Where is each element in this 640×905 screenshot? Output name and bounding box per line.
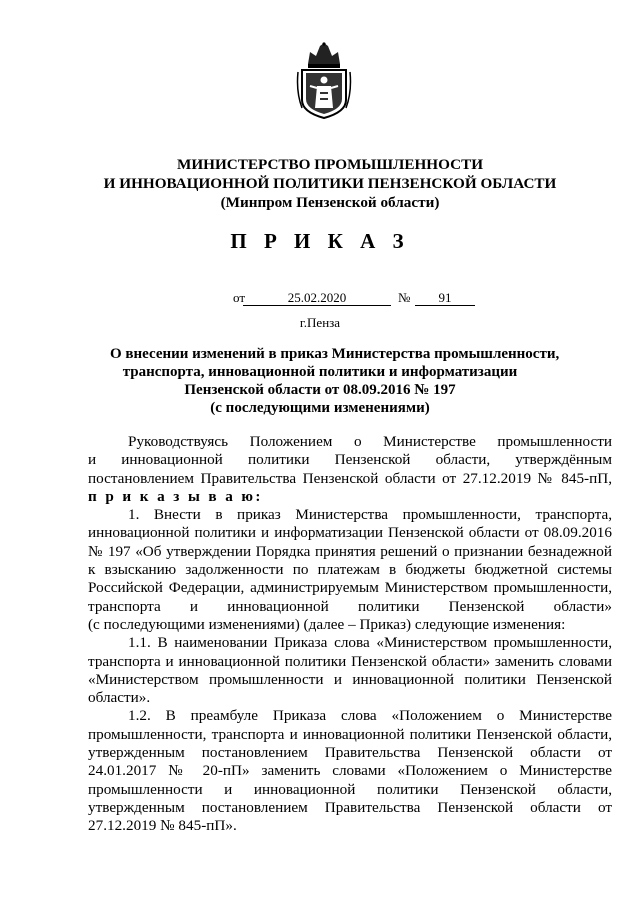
ministry-name-line2: И ИННОВАЦИОННОЙ ПОЛИТИКИ ПЕНЗЕНСКОЙ ОБЛАСТИ: [103, 175, 557, 192]
item-1-1-line: транспорта и инновационной политики Пензенской области» заменить словами: [88, 652, 612, 670]
item-1-line: к взысканию задолженности по платежам в бюджеты бюджетной системы: [88, 561, 612, 579]
item-1-line: транспорта и инновационной политики Пензенской области»: [88, 597, 612, 615]
item-1-2-line: 1.2. В преамбуле Приказа слова «Положением о Министерстве: [128, 707, 612, 725]
item-1-2-line: утвержденным постановлением Правительства Пензенской области от: [88, 798, 612, 816]
ministry-short-name: (Минпром Пензенской области): [220, 194, 440, 211]
item-1-1-line: области».: [88, 689, 151, 707]
item-1-line: Российской Федерации, администрируемым Министерством промышленности,: [88, 579, 612, 597]
item-1-2-line: 24.01.2017 № 20-пП» заменить словами «Положением о Министерстве: [88, 762, 612, 780]
item-1-1-line: «Министерством промышленности и инновационной политики Пензенской: [88, 670, 612, 688]
document-type-title: П Р И К А З: [230, 229, 410, 253]
item-1-line: № 197 «Об утверждении Порядка принятия решений о признании безнадежной: [88, 542, 612, 560]
document-number: 91: [415, 290, 475, 306]
date-number-line: [0, 290, 640, 310]
document-date: 25.02.2020: [243, 290, 391, 306]
item-1-2-line: промышленности, транспорта и инновационной политики Пензенской области,: [88, 725, 612, 743]
ministry-name-line1: МИНИСТЕРСТВО ПРОМЫШЛЕННОСТИ: [176, 156, 484, 173]
orders-word: п р и к а з ы в а ю:: [88, 487, 263, 505]
item-1-line: (с последующими изменениями) (далее – Приказ) следующие изменения:: [88, 615, 566, 633]
subject-line: О внесении изменений в приказ Министерства промышленности,: [110, 346, 560, 362]
number-prefix: №: [398, 290, 411, 305]
item-1-1-line: 1.1. В наименовании Приказа слова «Министерством промышленности,: [128, 634, 612, 652]
item-1-line: 1. Внести в приказ Министерства промышленности, транспорта,: [128, 506, 612, 524]
ministry-heading: [100, 155, 560, 212]
subject-line: (с последующими изменениями): [210, 400, 430, 416]
city-name: г.Пенза: [299, 315, 341, 330]
item-1-2-line: промышленности и инновационной политики Пензенской области,: [88, 780, 612, 798]
preamble-line: и инновационной политики Пензенской области, утверждённым: [88, 451, 612, 469]
preamble-line: постановлением Правительства Пензенской области от 27.12.2019 № 845-пП,: [88, 469, 612, 487]
date-prefix: от: [233, 290, 246, 305]
coat-of-arms-emblem: [296, 42, 352, 120]
order-body: [88, 433, 612, 836]
subject-line: транспорта, инновационной политики и информатизации: [122, 364, 518, 380]
preamble-line: Руководствуясь Положением о Министерстве промышленности: [128, 433, 612, 450]
subject-line: Пензенской области от 08.09.2016 № 197: [184, 382, 456, 398]
item-1-line: инновационной политики и информатизации Пензенской области от 08.09.2016: [88, 524, 612, 542]
order-subject: [110, 345, 560, 417]
item-1-2-line: 27.12.2019 № 845-пП».: [88, 817, 237, 835]
item-1-2-line: утвержденным постановлением Правительства Пензенской области от: [88, 744, 612, 762]
